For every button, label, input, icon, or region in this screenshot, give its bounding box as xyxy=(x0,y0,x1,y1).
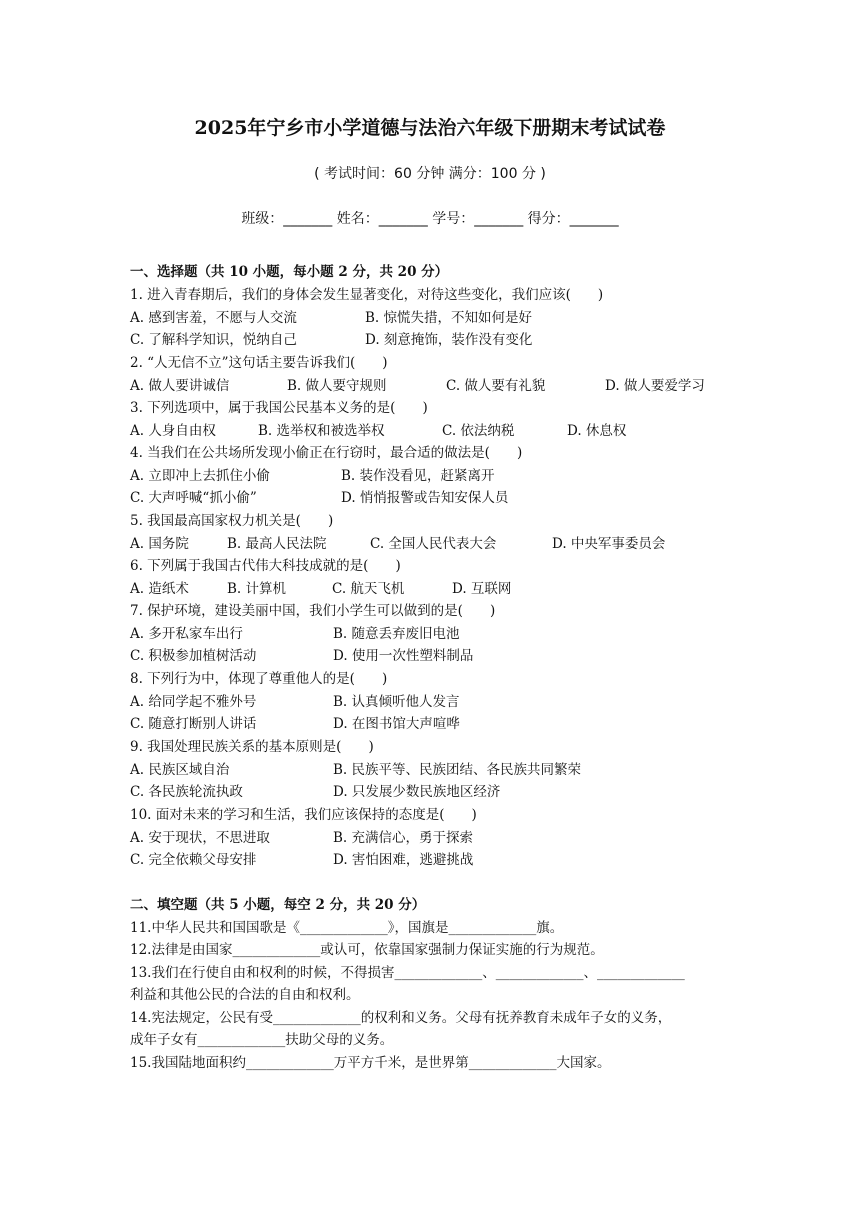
option-b: B. 认真倾听他人发言 xyxy=(333,694,460,710)
exam-title: 2025年宁乡市小学道德与法治六年级下册期末考试试卷 xyxy=(194,117,666,139)
option-b: B. 选举权和被选举权 xyxy=(258,423,385,439)
question-15: 15.我国陆地面积约_____________万平方千米，是世界第_____________大国家。 xyxy=(130,1055,611,1071)
option-a: A. 做人要讲诚信 xyxy=(130,378,230,394)
option-a: A. 民族区域自治 xyxy=(130,762,230,778)
question-5: 5. 我国最高国家权力机关是( ) xyxy=(130,513,334,529)
question-8: 8. 下列行为中，体现了尊重他人的是( ) xyxy=(130,671,388,687)
section-2-heading: 二、填空题（共 5 小题，每空 2 分，共 20 分） xyxy=(130,897,426,913)
option-a: A. 人身自由权 xyxy=(130,423,216,439)
option-c: C. 积极参加植树活动 xyxy=(130,648,257,664)
question-14-continued: 成年子女有_____________扶助父母的义务。 xyxy=(130,1032,394,1048)
question-2: 2. “人无信不立”这句话主要告诉我们( ) xyxy=(130,355,388,371)
question-3: 3. 下列选项中，属于我国公民基本义务的是( ) xyxy=(130,400,428,416)
option-b: B. 民族平等、民族团结、各民族共同繁荣 xyxy=(333,762,582,778)
option-a: A. 国务院 xyxy=(130,536,189,552)
option-c: C. 依法纳税 xyxy=(442,423,515,439)
option-b: B. 做人要守规则 xyxy=(287,378,387,394)
question-1: 1. 进入青春期后，我们的身体会发生显著变化，对待这些变化，我们应该( ) xyxy=(130,287,604,303)
option-b: B. 随意丢弃废旧电池 xyxy=(333,626,460,642)
option-d: D. 悄悄报警或告知安保人员 xyxy=(341,490,509,506)
option-d: D. 害怕困难，逃避挑战 xyxy=(333,852,474,868)
option-b: B. 惊慌失措，不知如何是好 xyxy=(365,310,533,326)
option-c: C. 航天飞机 xyxy=(332,581,405,597)
option-c: C. 全国人民代表大会 xyxy=(370,536,497,552)
option-c: C. 大声呼喊“抓小偷” xyxy=(130,490,257,506)
question-10: 10. 面对未来的学习和生活，我们应该保持的态度是( ) xyxy=(130,807,477,823)
option-a: A. 安于现状，不思进取 xyxy=(130,830,270,846)
option-a: A. 多开私家车出行 xyxy=(130,626,243,642)
option-b: B. 充满信心，勇于探索 xyxy=(333,830,474,846)
question-9: 9. 我国处理民族关系的基本原则是( ) xyxy=(130,739,374,755)
option-b: B. 计算机 xyxy=(227,581,287,597)
option-d: D. 休息权 xyxy=(567,423,627,439)
option-d: D. 做人要爱学习 xyxy=(605,378,705,394)
option-c: C. 了解科学知识，悦纳自己 xyxy=(130,332,297,348)
question-13-continued: 利益和其他公民的合法的自由和权利。 xyxy=(130,987,360,1003)
option-c: C. 完全依赖父母安排 xyxy=(130,852,257,868)
question-13: 13.我们在行使自由和权利的时候，不得损害_____________、_____________、_____________ xyxy=(130,965,685,981)
section-1-heading: 一、选择题（共 10 小题，每小题 2 分，共 20 分） xyxy=(130,264,449,280)
question-7: 7. 保护环境，建设美丽中国，我们小学生可以做到的是( ) xyxy=(130,603,496,619)
question-11: 11.中华人民共和国国歌是《_____________》，国旗是_____________旗。 xyxy=(130,920,564,936)
option-d: D. 中央军事委员会 xyxy=(552,536,666,552)
option-a: A. 给同学起不雅外号 xyxy=(130,694,257,710)
option-a: A. 感到害羞，不愿与人交流 xyxy=(130,310,297,326)
student-info-fields: 班级：_______ 姓名：_______ 学号：_______ 得分：_______ xyxy=(241,211,619,227)
question-14: 14.宪法规定，公民有受_____________的权利和义务。父母有抚养教育未成年子女的义务， xyxy=(130,1010,672,1026)
option-d: D. 互联网 xyxy=(452,581,512,597)
question-6: 6. 下列属于我国古代伟大科技成就的是( ) xyxy=(130,558,401,574)
option-a: A. 立即冲上去抓住小偷 xyxy=(130,468,270,484)
option-d: D. 只发展少数民族地区经济 xyxy=(333,784,501,800)
option-b: B. 最高人民法院 xyxy=(227,536,327,552)
question-12: 12.法律是由国家_____________或认可，依靠国家强制力保证实施的行为规范。 xyxy=(130,942,604,958)
option-c: C. 做人要有礼貌 xyxy=(446,378,546,394)
option-b: B. 装作没看见，赶紧离开 xyxy=(341,468,495,484)
exam-time-info: ( 考试时间：60 分钟 满分：100 分 ) xyxy=(314,166,546,182)
option-a: A. 造纸术 xyxy=(130,581,189,597)
option-c: C. 各民族轮流执政 xyxy=(130,784,243,800)
option-d: D. 刻意掩饰，装作没有变化 xyxy=(365,332,533,348)
option-c: C. 随意打断别人讲话 xyxy=(130,716,257,732)
option-d: D. 在图书馆大声喧哗 xyxy=(333,716,460,732)
option-d: D. 使用一次性塑料制品 xyxy=(333,648,474,664)
question-4: 4. 当我们在公共场所发现小偷正在行窃时，最合适的做法是( ) xyxy=(130,445,523,461)
